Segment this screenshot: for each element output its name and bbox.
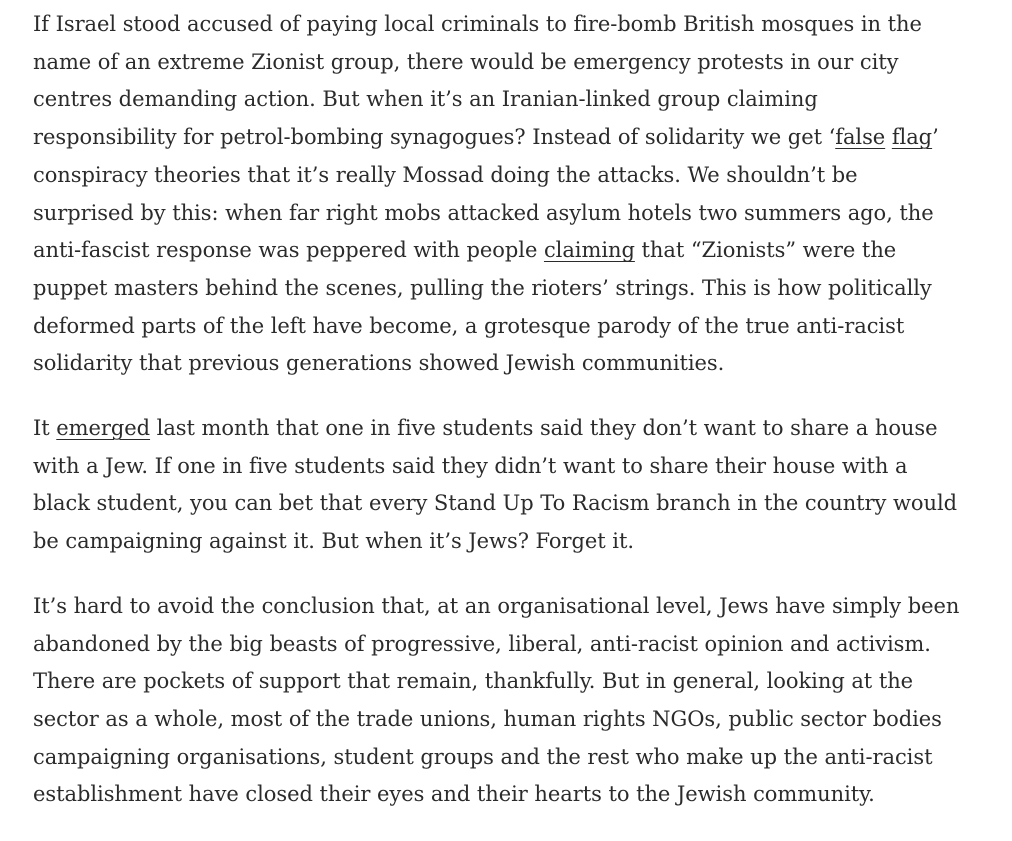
text-line	[33, 119, 973, 157]
text-segment: responsibility for petrol-bombing synagogues? Instead of solidarity we get ‘	[33, 125, 836, 150]
false-link[interactable]: false	[835, 125, 886, 150]
text-segment: It	[33, 416, 57, 441]
text-line	[33, 410, 973, 448]
paragraph-2	[33, 410, 973, 561]
flag-link[interactable]: flag	[891, 125, 933, 150]
text-line: be campaigning against it. But when it’s Jews? Forget it.	[33, 529, 634, 554]
text-line: puppet masters behind the scenes, pulling the rioters’ strings. This is how politically	[33, 275, 932, 300]
text-segment: that “Zionists” were the	[634, 238, 897, 263]
text-line: deformed parts of the left have become, a grotesque parody of the true anti-racist	[33, 313, 905, 338]
article-body	[33, 6, 973, 841]
text-line: If Israel stood accused of paying local criminals to fire-bomb British mosques in the	[33, 12, 922, 36]
text-line: conspiracy theories that it’s really Mossad doing the attacks. We shouldn’t be	[33, 162, 858, 187]
emerged-link[interactable]: emerged	[56, 416, 151, 441]
text-segment: last month that one in five students said they don’t want to share a house	[150, 416, 938, 441]
paragraph-1	[33, 6, 973, 383]
text-line: centres demanding action. But when it’s an Iranian-linked group claiming	[33, 87, 818, 112]
text-line: surprised by this: when far right mobs attacked asylum hotels two summers ago, the	[33, 200, 934, 225]
text-line	[33, 232, 973, 270]
text-line: campaigning organisations, student groups and the rest who make up the anti-racist	[33, 744, 933, 769]
text-line: sector as a whole, most of the trade unions, human rights NGOs, public sector bodies	[33, 706, 942, 731]
text-line: solidarity that previous generations showed Jewish communities.	[33, 351, 725, 376]
paragraph-3	[33, 588, 973, 814]
text-line: It’s hard to avoid the conclusion that, at an organisational level, Jews have simply been	[33, 593, 960, 618]
text-line: black student, you can bet that every Stand Up To Racism branch in the country would	[33, 491, 958, 516]
text-line: abandoned by the big beasts of progressive, liberal, anti-racist opinion and activism.	[33, 631, 931, 656]
text-line: name of an extreme Zionist group, there would be emergency protests in our city	[33, 49, 899, 74]
text-segment: ’	[932, 125, 939, 150]
text-segment: anti-fascist response was peppered with people	[33, 238, 544, 263]
claiming-link[interactable]: claiming	[543, 238, 635, 263]
text-line: with a Jew. If one in five students said they didn’t want to share their house with a	[33, 453, 908, 478]
text-line: There are pockets of support that remain, thankfully. But in general, looking at the	[33, 669, 914, 694]
text-line: establishment have closed their eyes and their hearts to the Jewish community.	[33, 782, 875, 807]
